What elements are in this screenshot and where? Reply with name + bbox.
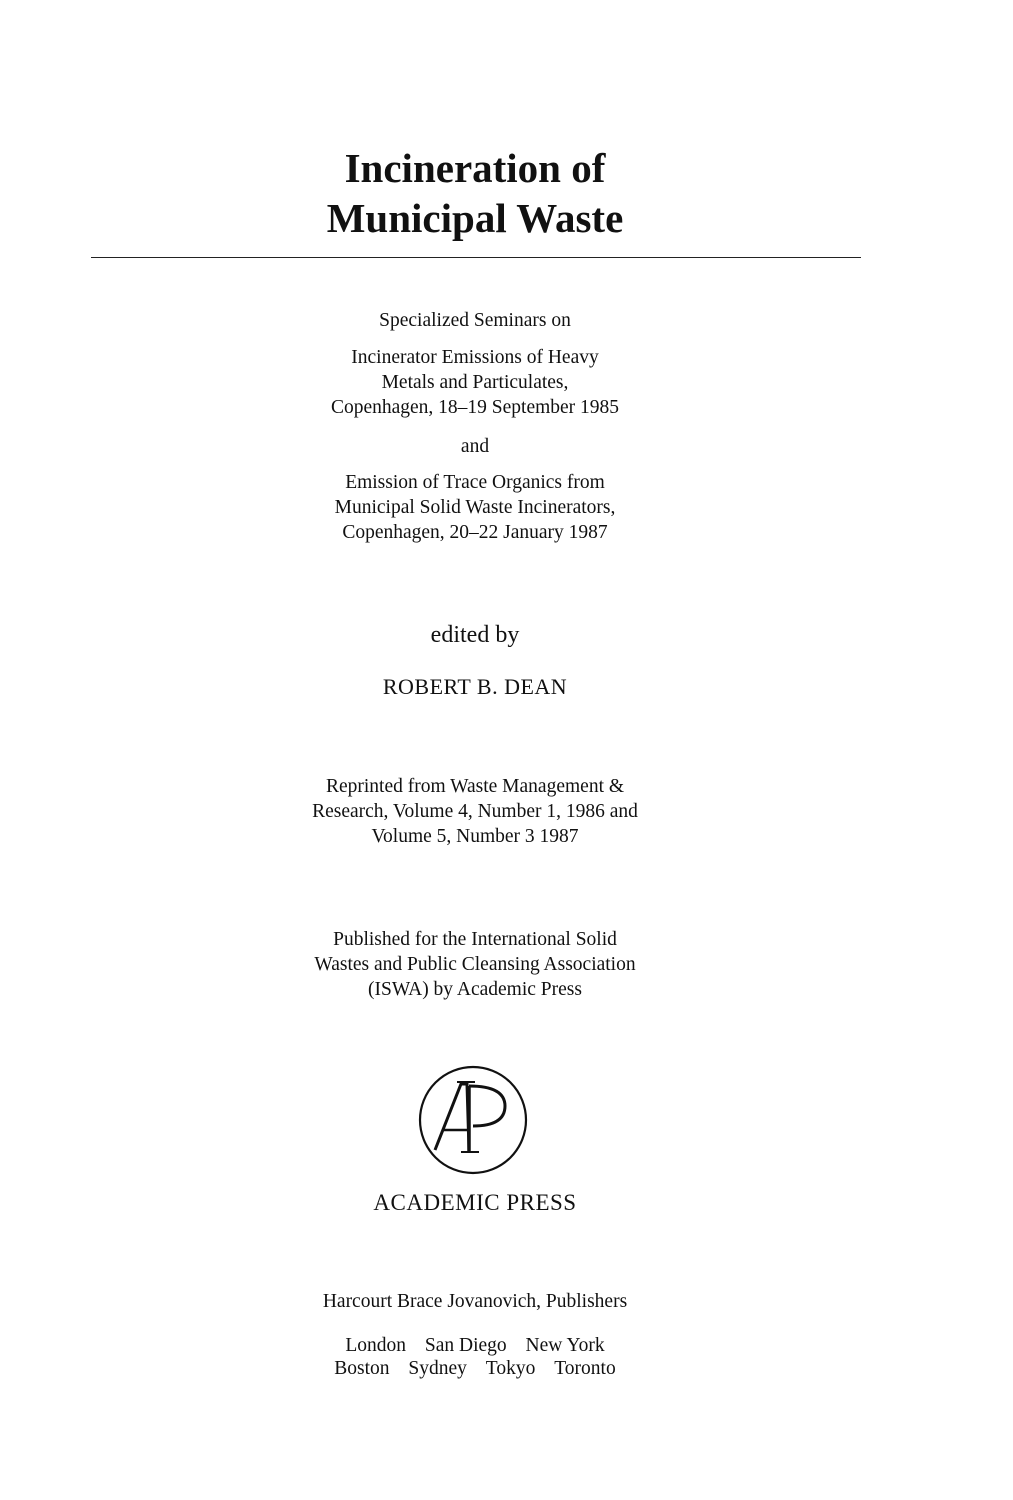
book-title (0, 143, 950, 243)
seminars-intro: Specialized Seminars on (379, 310, 571, 331)
seminars-conjunction: and (460, 436, 490, 457)
city: San Diego (424, 1335, 507, 1356)
cities-row-1 (0, 1334, 950, 1357)
seminar-1 (0, 345, 950, 420)
seminar-2-line: Municipal Solid Waste Incinerators, (334, 497, 616, 518)
seminar-1-line: Incinerator Emissions of Heavy (351, 347, 599, 368)
city: Sydney (408, 1358, 467, 1379)
city: London (345, 1335, 407, 1356)
seminar-2-line: Copenhagen, 20–22 January 1987 (342, 522, 608, 543)
seminar-2-line: Emission of Trace Organics from (345, 472, 605, 493)
published-line: (ISWA) by Academic Press (368, 979, 582, 1000)
edited-by-label: edited by (430, 622, 520, 648)
reprint-line: Volume 5, Number 3 1987 (371, 826, 579, 847)
seminar-2 (0, 470, 950, 545)
published-line: Published for the International Solid (333, 929, 617, 950)
published-line: Wastes and Public Cleansing Association (314, 954, 636, 975)
academic-press-logo-icon (417, 1064, 529, 1176)
city: Toronto (554, 1358, 616, 1379)
editor-name: ROBERT B. DEAN (382, 674, 568, 699)
publisher-cities (0, 1334, 950, 1380)
title-divider (91, 257, 861, 258)
cities-row-2 (0, 1357, 950, 1380)
city: Boston (334, 1358, 390, 1379)
seminar-1-line: Copenhagen, 18–19 September 1985 (330, 397, 620, 418)
parent-publisher: Harcourt Brace Jovanovich, Publishers (322, 1291, 628, 1312)
reprint-line: Research, Volume 4, Number 1, 1986 and (312, 801, 638, 822)
publisher-name: ACADEMIC PRESS (373, 1190, 577, 1215)
reprint-line: Reprinted from Waste Management & (325, 776, 625, 797)
published-for-note (0, 927, 950, 1002)
book-title-line-2: Municipal Waste (326, 195, 624, 241)
seminar-1-line: Metals and Particulates, (381, 372, 569, 393)
city: New York (525, 1335, 605, 1356)
city: Tokyo (485, 1358, 536, 1379)
reprint-note (0, 774, 950, 849)
book-title-line-1: Incineration of (344, 145, 606, 191)
